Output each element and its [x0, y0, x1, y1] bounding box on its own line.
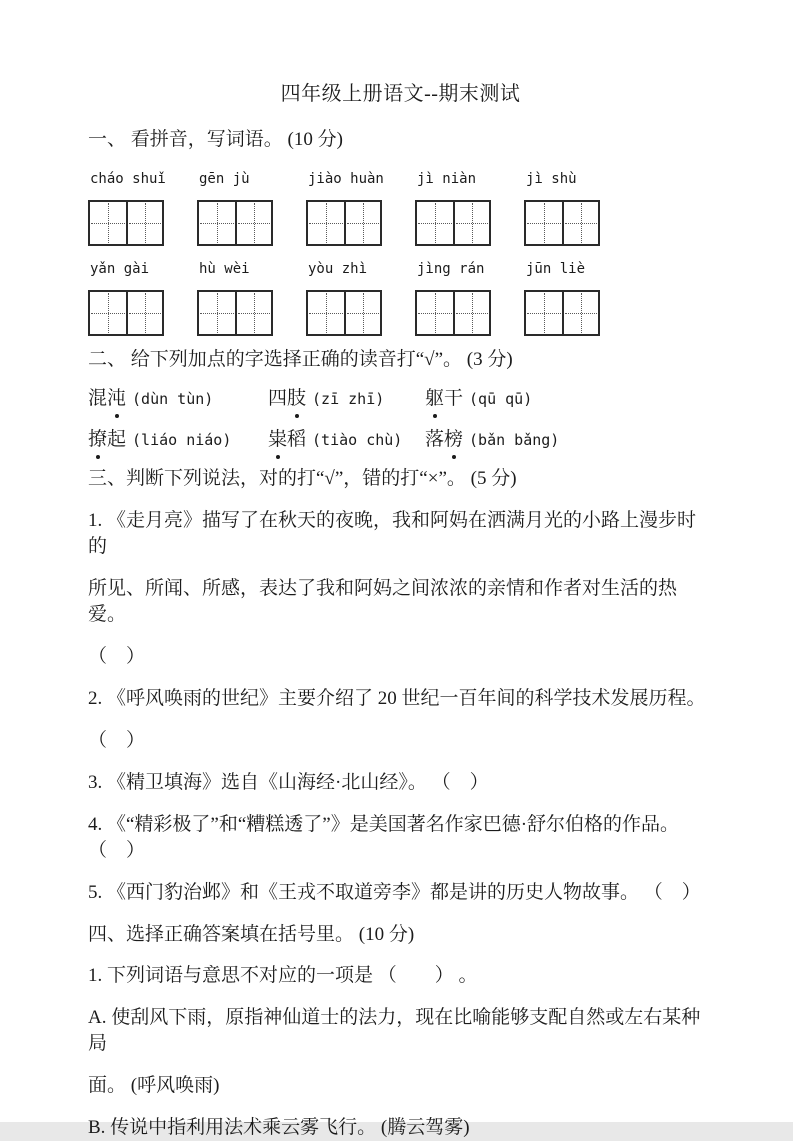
question-line: 3. 《精卫填海》选自《山海经·北山经》。 （ ） — [88, 772, 489, 793]
section1-heading: 一、 看拼音，写词语。 (10 分) — [88, 129, 343, 150]
question-line: 2. 《呼风唤雨的世纪》主要介绍了 20 世纪一百年间的科学技术发展历程。 — [88, 688, 706, 709]
pinyin-label: gēn jù — [199, 171, 250, 187]
character-box — [417, 292, 453, 334]
pronunciation-row-2 — [88, 425, 713, 455]
question-line: 5. 《西门豹治邺》和《王戎不取道旁李》都是讲的历史人物故事。 （ ） — [88, 882, 701, 903]
character-box — [344, 202, 380, 244]
character-box — [308, 202, 344, 244]
pinyin-label-row-1 — [88, 169, 713, 196]
writing-grid-row-2 — [88, 290, 713, 336]
dotted-character: 躯 — [425, 384, 444, 414]
pinyin-label: hù wèi — [199, 261, 250, 277]
character-box — [526, 202, 562, 244]
character-box — [235, 292, 271, 334]
character-box — [526, 292, 562, 334]
pinyin-options: (zī zhī) — [312, 390, 385, 408]
word-entry — [88, 425, 268, 455]
character-box — [126, 202, 162, 244]
character-box — [199, 202, 235, 244]
pinyin-options: (liáo niáo) — [132, 431, 232, 449]
pinyin-label: jì shù — [526, 171, 577, 187]
word-part: 混 — [88, 388, 108, 409]
writing-grid — [306, 290, 382, 336]
character-box — [562, 292, 598, 334]
character-box — [199, 292, 235, 334]
option-line: 面。 (呼风唤雨) — [88, 1075, 220, 1096]
pinyin-label: jiào huàn — [308, 171, 384, 187]
pinyin-label: yǎn gài — [90, 261, 150, 277]
question-line: 4. 《“精彩极了”和“糟糕透了”》是美国著名作家巴德·舒尔伯格的作品。（ ） — [88, 814, 680, 861]
writing-grid — [415, 290, 491, 336]
character-box — [90, 202, 126, 244]
dotted-character: 榜 — [444, 425, 463, 455]
section4-heading: 四、选择正确答案填在括号里。 (10 分) — [88, 924, 415, 945]
writing-grid — [197, 290, 273, 336]
dotted-character: 粜 — [268, 425, 287, 455]
pinyin-options: (dùn tùn) — [132, 390, 214, 408]
pinyin-label-row-2 — [88, 259, 713, 286]
writing-grid-row-1 — [88, 200, 713, 246]
page-title: 四年级上册语文--期末测试 — [280, 83, 521, 105]
word-entry — [88, 384, 268, 414]
writing-grid — [306, 200, 382, 246]
character-box — [453, 202, 489, 244]
answer-brackets: （ ） — [88, 646, 146, 667]
word-part: 干 — [444, 388, 464, 409]
pinyin-label: jì niàn — [417, 171, 477, 187]
word-entry — [268, 425, 425, 455]
writing-grid — [415, 200, 491, 246]
dotted-character: 沌 — [107, 384, 126, 414]
section3-heading: 三、判断下列说法，对的打“√”，错的打“×”。 (5 分) — [88, 468, 517, 489]
question-line: 1. 下列词语与意思不对应的一项是 （ ） 。 — [88, 965, 478, 986]
character-box — [308, 292, 344, 334]
word-entry — [425, 425, 559, 455]
dotted-character: 肢 — [287, 384, 306, 414]
character-box — [453, 292, 489, 334]
character-box — [235, 202, 271, 244]
option-line: B. 传说中指利用法术乘云雾飞行。 (腾云驾雾) — [88, 1117, 470, 1138]
word-entry — [268, 384, 425, 414]
word-part: 起 — [107, 429, 127, 450]
question-line: 1. 《走月亮》描写了在秋天的夜晚，我和阿妈在洒满月光的小路上漫步时的 — [88, 510, 697, 557]
character-box — [417, 202, 453, 244]
word-entry — [425, 384, 532, 414]
word-part: 稻 — [287, 429, 307, 450]
pinyin-label: cháo shuǐ — [90, 171, 166, 187]
word-part: 四 — [268, 388, 288, 409]
answer-brackets: （ ） — [88, 730, 146, 751]
writing-grid — [524, 200, 600, 246]
question-line: 所见、所闻、所感，表达了我和阿妈之间浓浓的亲情和作者对生活的热爱。 — [88, 578, 678, 625]
pinyin-options: (bǎn bǎng) — [469, 431, 560, 449]
pinyin-label: jìng rán — [417, 261, 485, 277]
pinyin-options: (qū qū) — [469, 390, 533, 408]
pinyin-options: (tiào chù) — [312, 431, 403, 449]
writing-grid — [88, 290, 164, 336]
pinyin-label: jūn liè — [526, 261, 586, 277]
pinyin-label: yòu zhì — [308, 261, 368, 277]
pronunciation-row-1 — [88, 384, 713, 414]
character-box — [562, 202, 598, 244]
dotted-character: 撩 — [88, 425, 107, 455]
writing-grid — [88, 200, 164, 246]
word-part: 落 — [425, 429, 445, 450]
character-box — [344, 292, 380, 334]
option-line: A. 使刮风下雨，原指神仙道士的法力，现在比喻能够支配自然或左右某种局 — [88, 1007, 701, 1054]
character-box — [126, 292, 162, 334]
character-box — [90, 292, 126, 334]
writing-grid — [524, 290, 600, 336]
writing-grid — [197, 200, 273, 246]
section2-heading: 二、 给下列加点的字选择正确的读音打“√”。 (3 分) — [88, 349, 513, 370]
